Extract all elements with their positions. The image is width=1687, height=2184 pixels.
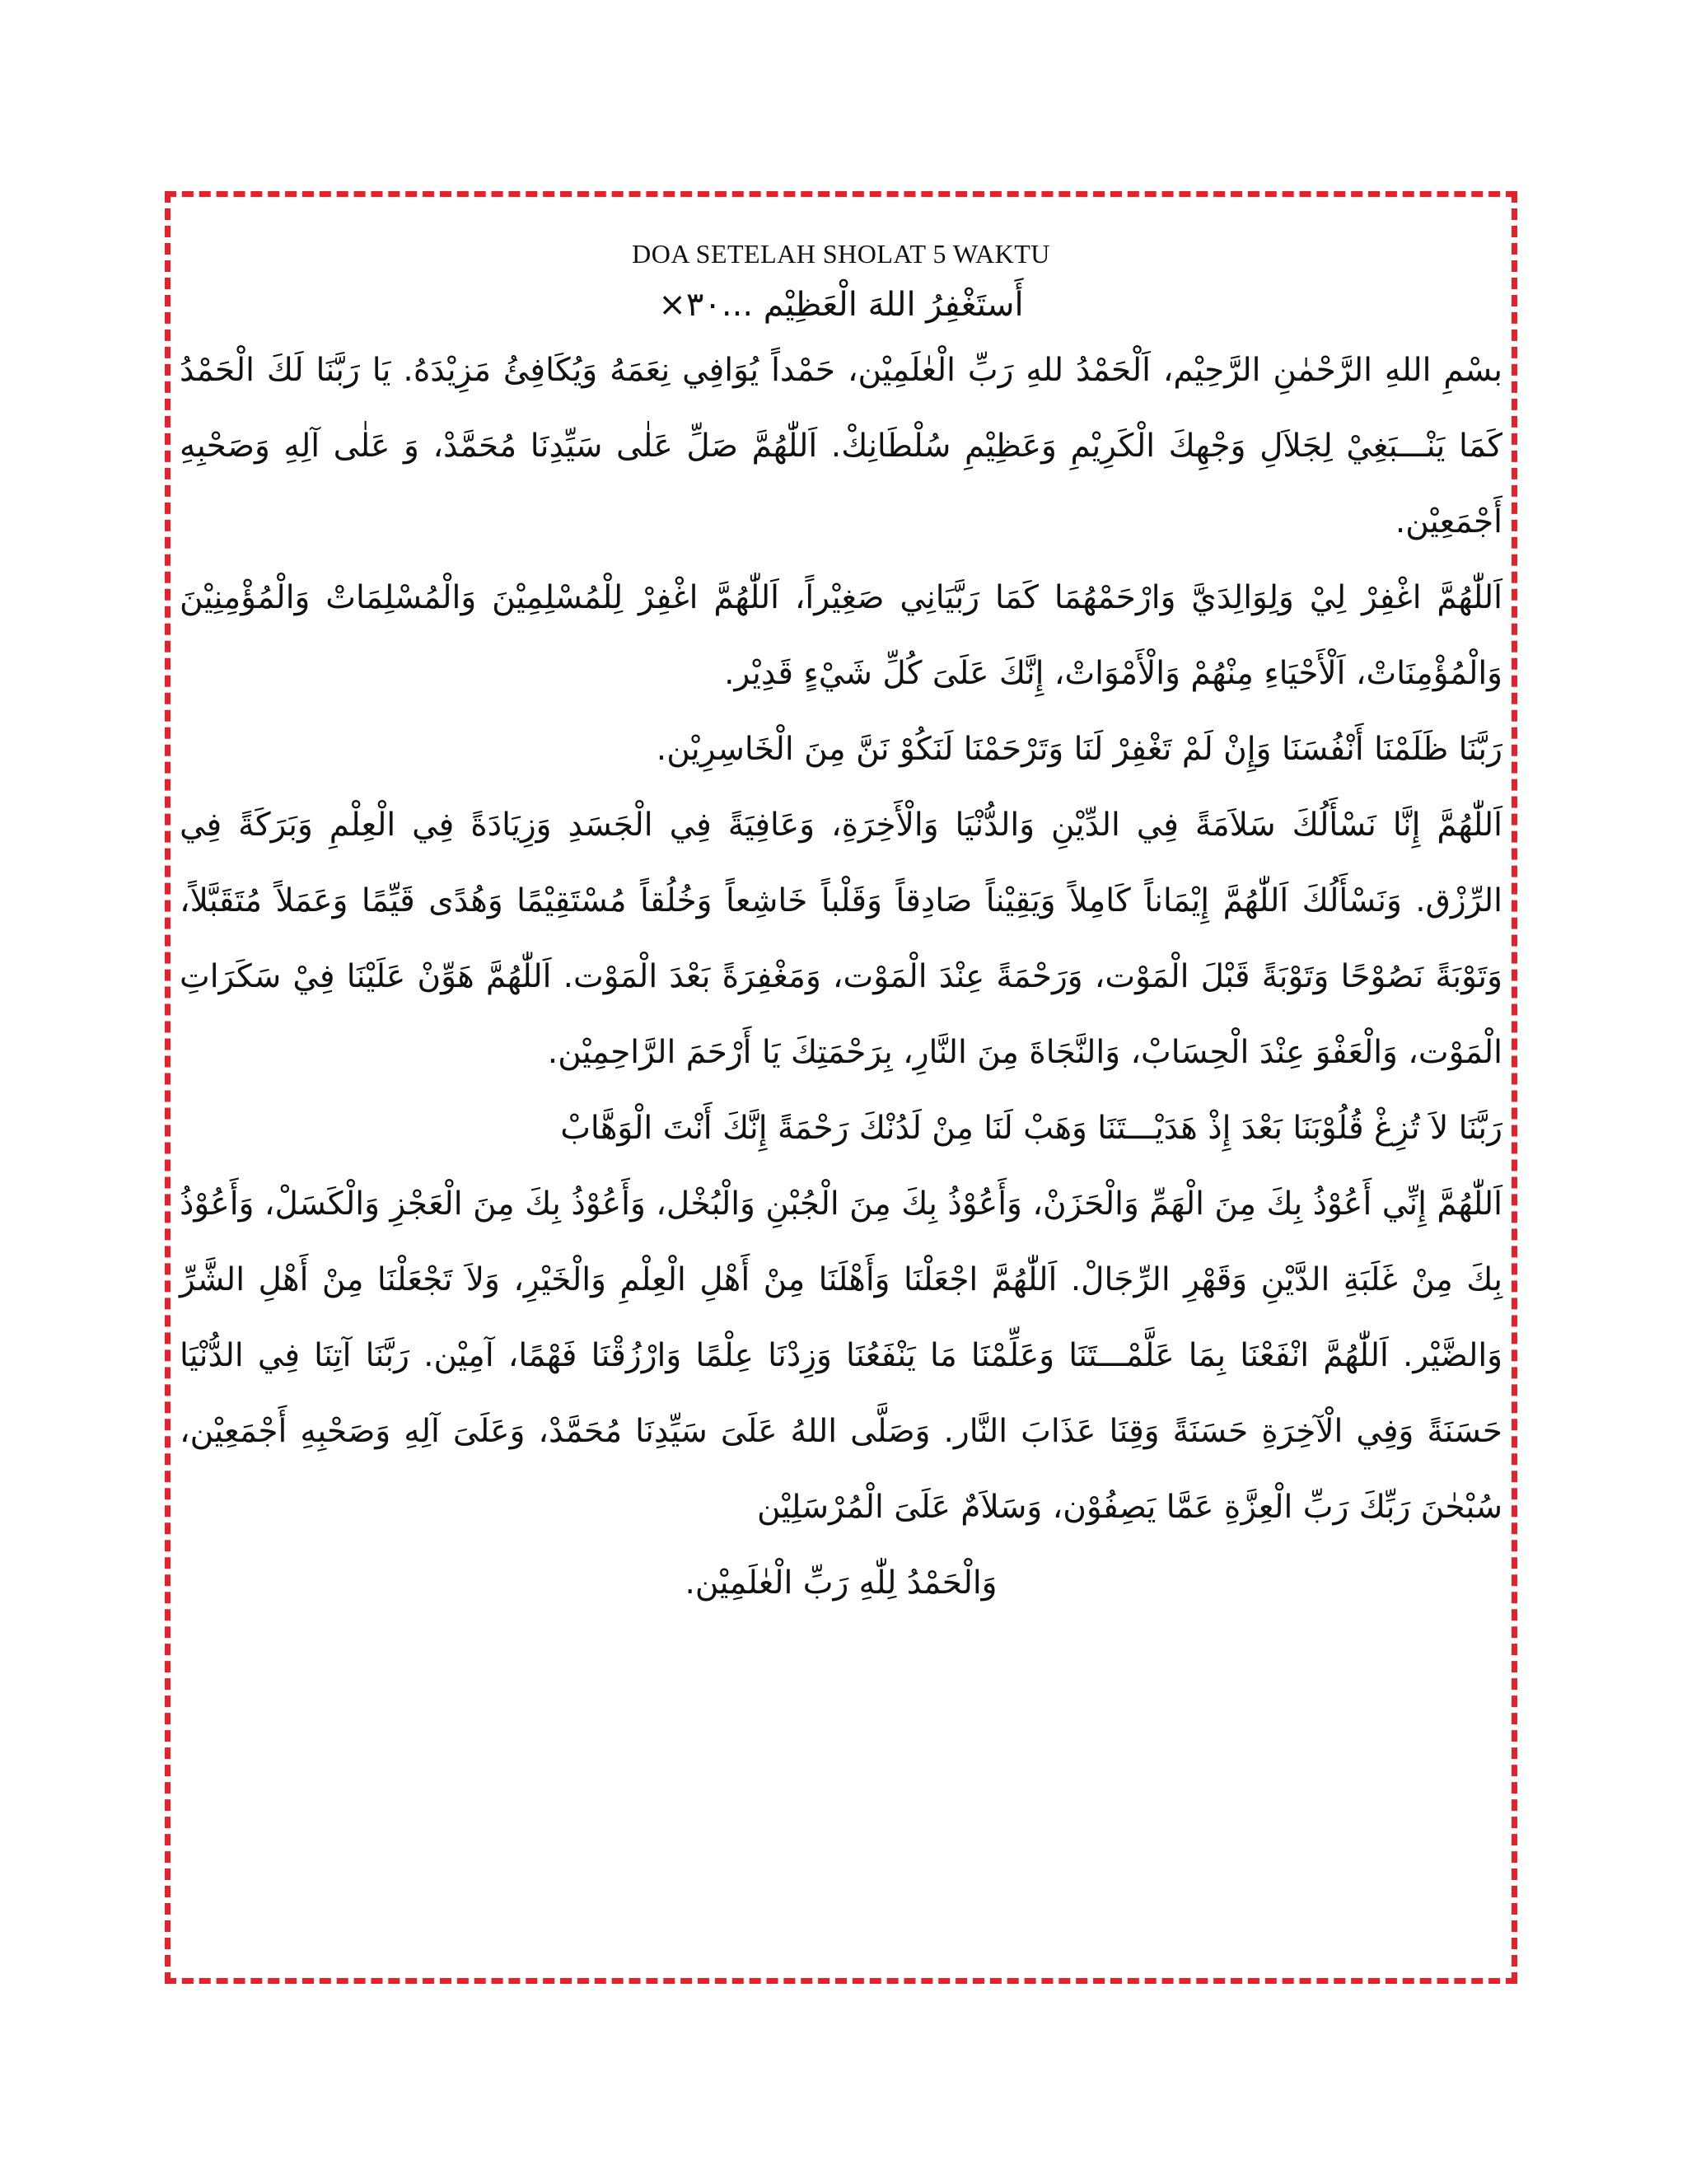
prayer-paragraph: رَبَّنَا لاَ تُزِغْ قُلُوْبَنَا بَعْدَ إِذْ هَدَيْـــتَنَا وَهَبْ لَنَا مِنْ لَدُنْكَ رَحْمَةً إِنَّكَ أَنْتَ الْوَهَّابْ	[560, 1110, 1502, 1147]
prayer-paragraph: اَللّٰهُمَّ إِنِّي أَعُوْذُ بِكَ مِنَ الْهَمِّ وَالْحَزَنْ، وَأَعُوْذُ بِكَ مِنَ الْجُبْنِ وَالْبُخْل، وَأَعُوْذُ بِكَ مِنَ الْعَجْزِ وَالْكَسَلْ، وَأَعُوْذُ بِكَ مِنْ غَلَبَةِ الدَّيْنِ وَقَهْرِ الرِّجَالْ. اَللّٰهُمَّ اجْعَلْنَا وَأَهْلَنَا مِنْ أَهْلِ الْعِلْمِ وَالْخَيْرِ، وَلاَ تَجْعَلْنَا مِنْ أَهْلِ الشَّرِّ وَالضَّيْر. اَللّٰهُمَّ انْفَعْنَا بِمَا عَلَّمْـــتَنَا وَعَلِّمْنَا مَا يَنْفَعُنَا وَزِدْنَا عِلْمًا وَارْزُقْنَا فَهْمًا، آمِيْن. رَبَّنَا آتِنَا فِي الدُّنْيَا حَسَنَةً وَفِي الْآخِرَةِ حَسَنَةً وَقِنَا عَذَابَ النَّار. وَصَلَّى اللهُ عَلَىَ سَيِّدِنَا مُحَمَّدْ، وَعَلَىَ آلِهِ وَصَحْبِهِ أَجْمَعِيْن، سُبْحٰنَ رَبِّكَ رَبِّ الْعِزَّةِ عَمَّا يَصِفُوْن، وَسَلاَمٌ عَلَىَ الْمُرْسَلِيْن	[180, 1186, 1502, 1526]
document-content	[180, 237, 1502, 1621]
prayer-paragraph: اَللّٰهُمَّ إِنَّا نَسْأَلُكَ سَلاَمَةً فِي الدِّيْنِ وَالدُّنْيَا وَالْأَخِرَةِ، وَعَافِيَةً فِي الْجَسَدِ وَزِيَادَةً فِي الْعِلْمِ وَبَرَكَةً فِي الرِّزْق. وَنَسْأَلُكَ اَللّٰهُمَّ إِيْمَاناً كَامِلاً وَيَقِيْناً صَادِقاً وَقَلْباً خَاشِعاً وَخُلُقاً مُسْتَقِيْمًا وَهُدًى قَيِّمًا وَعَمَلاً مُتَقَبَّلاً، وَتَوْبَةً نَصُوْحًا وَتَوْبَةً قَبْلَ الْمَوْت، وَرَحْمَةً عِنْدَ الْمَوْت، وَمَغْفِرَةً بَعْدَ الْمَوْت. اَللّٰهُمَّ هَوِّنْ عَلَيْنَا فِيْ سَكَرَاتِ الْمَوْت، وَالْعَفْوَ عِنْدَ الْحِسَابْ، وَالنَّجَاةَ مِنَ النَّارِ، بِرَحْمَتِكَ يَا أَرْحَمَ الرَّاحِمِيْن.	[180, 807, 1502, 1071]
prayer-paragraph: بسْمِ اللهِ الرَّحْمٰنِ الرَّحِيْم، اَلْحَمْدُ للهِ رَبِّ الْعٰلَمِيْن، حَمْداً يُوَافِي نِعَمَهُ وَيُكَافِئُ مَزِيْدَهُ. يَا رَبَّنَا لَكَ الْحَمْدُ كَمَا يَنْـــبَغِيْ لِجَلاَلِ وَجْهِكَ الْكَرِيْمِ وَعَظِيْمِ سُلْطَانِكْ. اَللّٰهُمَّ صَلِّ عَلٰى سَيِّدِنَا مُحَمَّدْ، وَ عَلٰى آلِهِ وَصَحْبِهِ أَجْمَعِيْن.	[180, 352, 1502, 540]
closing-line: وَالْحَمْدُ لِلّٰهِ رَبِّ الْعٰلَمِيْن.	[685, 1564, 998, 1602]
prayer-body	[180, 333, 1502, 1546]
istighfar-line: أَستَغْفِرُ اللهَ الْعَظِيْم ...٣٠×	[658, 286, 1024, 324]
prayer-paragraph: اَللّٰهُمَّ اغْفِرْ لِيْ وَلِوَالِدَيَّ وَارْحَمْهُمَا كَمَا رَبَّيَانِي صَغِيْراً، اَللّٰهُمَّ اغْفِرْ لِلْمُسْلِمِيْنَ وَالْمُسْلِمَاتْ وَالْمُؤْمِنِيْنَ وَالْمُؤْمِنَاتْ، اَلْأَحْيَاءِ مِنْهُمْ وَالْأَمْوَاتْ، إِنَّكَ عَلَىَ كُلِّ شَيْءٍ قَدِيْر.	[180, 579, 1502, 692]
document-title: DOA SETELAH SHOLAT 5 WAKTU	[632, 239, 1050, 269]
prayer-paragraph: رَبَّنَا ظَلَمْنَا أَنْفُسَنَا وَإِنْ لَمْ تَغْفِرْ لَنَا وَتَرْحَمْنَا لَنَكُوْ نَنَّ مِنَ الْخَاسِرِيْن.	[656, 731, 1502, 768]
